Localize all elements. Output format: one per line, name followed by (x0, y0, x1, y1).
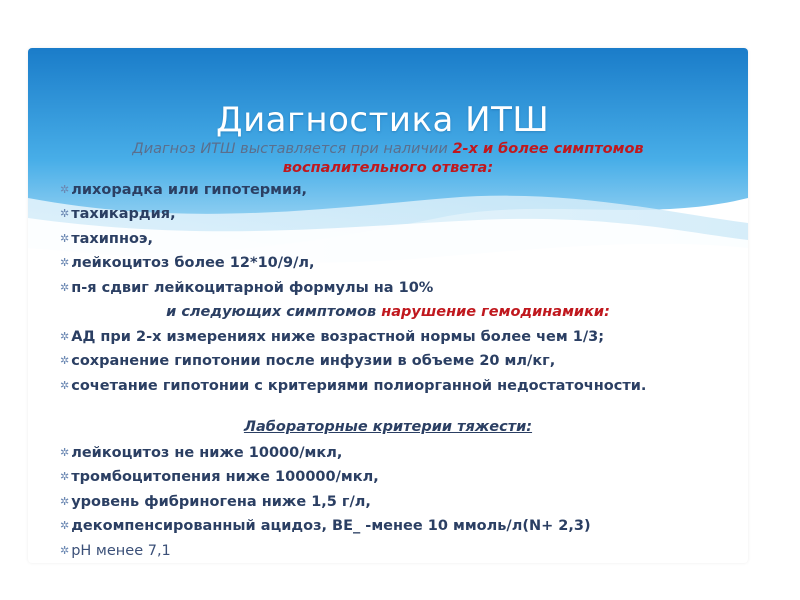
list-item: ✲ сохранение гипотонии после инфузии в объеме 20 мл/кг, (60, 353, 556, 369)
intro-highlight: 2-х и более симптомов (452, 141, 644, 157)
hemodynamic-heading (28, 303, 748, 321)
list-item: ✲ тахипноэ, (60, 231, 154, 247)
bullet-icon: ✲ (60, 470, 70, 483)
bullet-icon: ✲ (60, 232, 70, 245)
lab-criteria-heading: Лабораторные критерии тяжести: (243, 419, 533, 435)
list-item: ✲ тахикардия, (60, 206, 176, 222)
intro-line (28, 140, 748, 158)
bullet-icon: ✲ (60, 379, 70, 392)
hemodynamic-heading-prefix: и следующих симптомов (166, 304, 382, 320)
bullet-icon: ✲ (60, 281, 70, 294)
bullet-icon: ✲ (60, 519, 70, 532)
bullet-icon: ✲ (60, 495, 70, 508)
bullet-icon: ✲ (60, 183, 70, 196)
list-item: ✲ сочетание гипотонии с критериями полиорганной недостаточности. (60, 378, 647, 394)
bullet-icon: ✲ (60, 354, 70, 367)
list-item: ✲ pH менее 7,1 (60, 543, 171, 559)
list-item: ✲ тромбоцитопения ниже 100000/мкл, (60, 469, 379, 485)
list-item: ✲ п-я сдвиг лейкоцитарной формулы на 10% (60, 280, 434, 296)
list-item: ✲ уровень фибриногена ниже 1,5 г/л, (60, 494, 371, 510)
bullet-icon: ✲ (60, 544, 70, 557)
list-item: ✲ АД при 2-х измерениях ниже возрастной нормы более чем 1/3; (60, 329, 605, 345)
list-item: ✲ лихорадка или гипотермия, (60, 182, 308, 198)
list-item: ✲ лейкоцитоз не ниже 10000/мкл, (60, 445, 343, 461)
bullet-icon: ✲ (60, 330, 70, 343)
slide (28, 48, 748, 563)
list-item: ✲ лейкоцитоз более 12*10/9/л, (60, 255, 315, 271)
bullet-icon: ✲ (60, 256, 70, 269)
intro-line-2: воспалительного ответа: (282, 160, 494, 176)
bullet-icon: ✲ (60, 446, 70, 459)
page-title: Диагностика ИТШ (216, 100, 550, 140)
hemodynamic-heading-highlight: нарушение гемодинамики: (381, 304, 610, 320)
intro-prefix: Диагноз ИТШ выставляется при наличии (132, 141, 453, 157)
list-item: ✲ декомпенсированный ацидоз, BE_ -менее 10 ммоль/л(N+ 2,3) (60, 518, 591, 534)
bullet-icon: ✲ (60, 207, 70, 220)
